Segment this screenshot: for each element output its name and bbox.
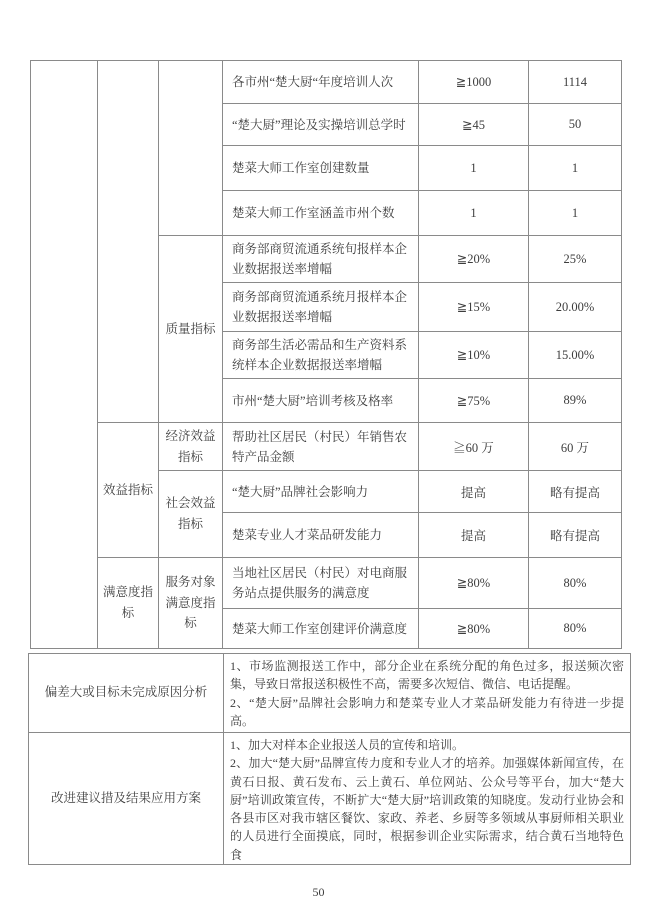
improvement-item-2: 2、加大“楚大厨”品牌宣传力度和专业人才的培养。加强媒体新闻宣传，在黄石日报、黄石发布、云上黄石、单位网站、公众号等平台，加大“楚大厨”培训政策宣传，不断扩大“楚大厨”培训政策的知晓度。发动行业协会和各县市区对我市辖区餐饮、家政、养老、乡厨等多领域从事厨师相关职业的人员进行全面摸底，同时，根据参训企业实际需求，结合黄石当地特色食 [230,756,624,862]
target-cell: ≧15% [419,283,529,332]
benefit-indicator-label: 效益指标 [98,423,159,558]
actual-cell: 50 [529,104,622,146]
deviation-item-1: 1、市场监测报送工作中，部分企业在系统分配的角色过多，报送频次密集，导致日常报送积极性不高，需要多次短信、微信、电话提醒。 [230,659,624,692]
improvement-plan-label: 改进建议措及结果应用方案 [29,733,224,865]
satisfaction-indicator-label: 满意度指标 [98,558,159,649]
quality-indicator-label: 质量指标 [159,236,223,423]
actual-cell: 1114 [529,61,622,104]
indicator-cell: “楚大厨”理论及实操培训总学时 [223,104,419,146]
deviation-item-2: 2、“楚大厨”品牌社会影响力和楚菜专业人才菜品研发能力有待进一步提高。 [230,695,624,728]
actual-cell: 60 万 [529,423,622,471]
indicator-cell: 各市州“楚大厨“年度培训人次 [223,61,419,104]
page-number: 50 [312,885,325,899]
indicator-cell: 楚菜大师工作室涵盖市州个数 [223,191,419,236]
target-cell: ≧80% [419,609,529,649]
indicator-cell: 当地社区居民（村民）对电商服务站点提供服务的满意度 [223,558,419,609]
indicator-cell: 商务部商贸流通系统月报样本企业数据报送率增幅 [223,283,419,332]
indicator-cell: 商务部生活必需品和生产资料系统样本企业数据报送率增幅 [223,332,419,379]
indicator-cell: 帮助社区居民（村民）年销售农特产品金额 [223,423,419,471]
indicator-cell: 楚菜大师工作室创建评价满意度 [223,609,419,649]
actual-cell: 80% [529,609,622,649]
target-cell: ≧60 万 [419,423,529,471]
economic-benefit-label: 经济效益指标 [159,423,223,471]
merged-category-cell [31,61,98,649]
indicator-cell: 楚菜专业人才菜品研发能力 [223,513,419,558]
actual-cell: 15.00% [529,332,622,379]
target-cell: ≧80% [419,558,529,609]
improvement-item-1: 1、加大对样本企业报送人员的宣传和培训。 [230,738,465,752]
target-cell: ≧1000 [419,61,529,104]
target-cell: ≧10% [419,332,529,379]
deviation-analysis-label: 偏差大或目标未完成原因分析 [29,654,224,733]
actual-cell: 略有提高 [529,471,622,513]
actual-cell: 25% [529,236,622,283]
target-cell: 提高 [419,513,529,558]
actual-cell: 1 [529,191,622,236]
target-cell: ≧75% [419,379,529,423]
analysis-table [28,653,631,865]
actual-cell: 略有提高 [529,513,622,558]
merged-subcategory-cell [98,61,159,423]
service-satisfaction-label: 服务对象满意度指标 [159,558,223,649]
actual-cell: 1 [529,146,622,191]
actual-cell: 89% [529,379,622,423]
merged-type-cell [159,61,223,236]
social-benefit-label: 社会效益指标 [159,471,223,558]
improvement-plan-content [224,733,631,865]
indicator-cell: 楚菜大师工作室创建数量 [223,146,419,191]
indicator-cell: 商务部商贸流通系统旬报样本企业数据报送率增幅 [223,236,419,283]
target-cell: ≧45 [419,104,529,146]
target-cell: 1 [419,191,529,236]
deviation-analysis-content [224,654,631,733]
actual-cell: 80% [529,558,622,609]
target-cell: 1 [419,146,529,191]
target-cell: ≧20% [419,236,529,283]
indicator-cell: 市州“楚大厨”培训考核及格率 [223,379,419,423]
performance-indicator-table [30,60,622,649]
actual-cell: 20.00% [529,283,622,332]
indicator-cell: “楚大厨”品牌社会影响力 [223,471,419,513]
target-cell: 提高 [419,471,529,513]
